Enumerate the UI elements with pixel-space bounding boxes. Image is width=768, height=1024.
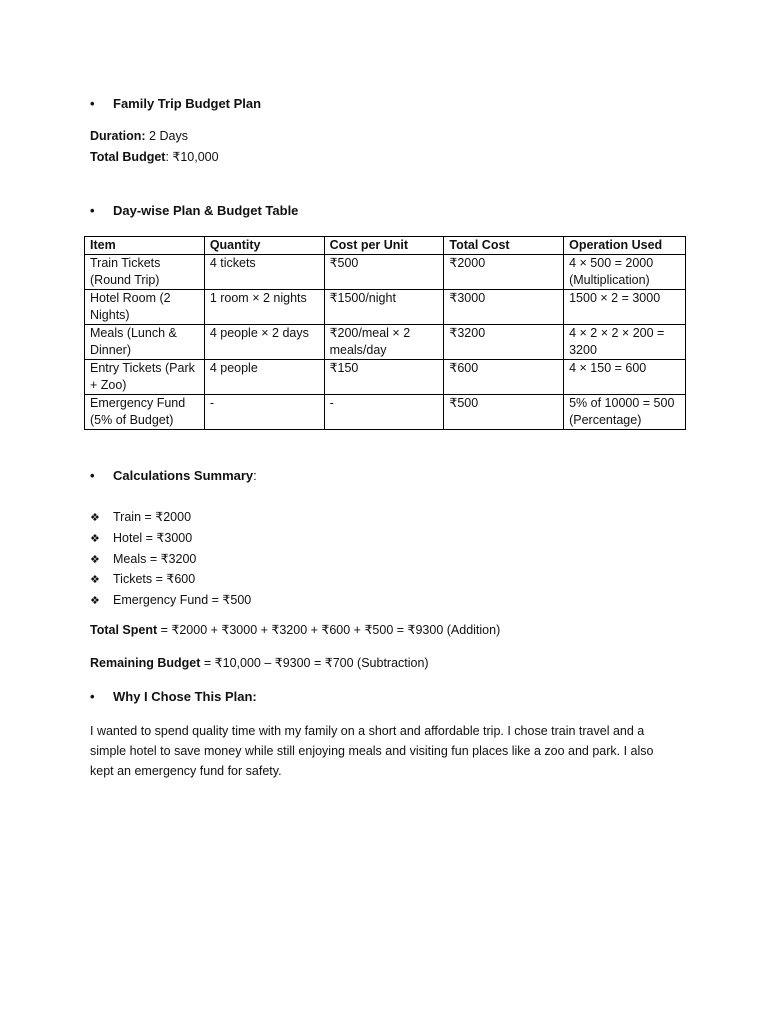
heading-text: Calculations Summary <box>113 468 254 483</box>
diamond-bullet-icon: ❖ <box>90 595 100 608</box>
bullet-icon: • <box>90 468 95 483</box>
diamond-bullet-icon: ❖ <box>90 574 100 587</box>
table-cell: ₹3000 <box>444 290 564 325</box>
list-item <box>90 570 251 591</box>
table-cell: Meals (Lunch & Dinner) <box>85 325 205 360</box>
table-cell: Emergency Fund (5% of Budget) <box>85 395 205 430</box>
table-cell: 1500 × 2 = 3000 <box>564 290 686 325</box>
table-row <box>85 360 686 395</box>
remaining-budget-value: = ₹10,000 – ₹9300 = ₹700 (Subtraction) <box>200 656 429 670</box>
list-item-text: Hotel = ₹3000 <box>113 530 193 545</box>
remaining-budget-label: Remaining Budget <box>90 656 201 670</box>
table-cell: Train Tickets (Round Trip) <box>85 255 205 290</box>
table-cell: - <box>204 395 324 430</box>
table-cell: Hotel Room (2 Nights) <box>85 290 205 325</box>
why-paragraph: I wanted to spend quality time with my family on a short and affordable trip. I chose train travel and a simple hotel to save money while still enjoying meals and visiting fun places like a zoo and park. I also kept an emergency fund for safety. <box>90 724 654 778</box>
calculations-summary-list <box>90 508 251 612</box>
column-header-quantity: Quantity <box>204 237 324 255</box>
remaining-budget-line <box>90 655 429 670</box>
table-row <box>85 290 686 325</box>
heading-text: Why I Chose This Plan: <box>113 689 257 704</box>
column-header-operation-used: Operation Used <box>564 237 686 255</box>
table-cell: ₹150 <box>324 360 444 395</box>
total-budget-line <box>90 149 219 164</box>
heading-text: Family Trip Budget Plan <box>113 96 262 111</box>
diamond-bullet-icon: ❖ <box>90 532 100 545</box>
table-cell: 4 tickets <box>204 255 324 290</box>
heading-colon: : <box>253 468 257 483</box>
table-header-row <box>85 237 686 255</box>
table-cell: ₹500 <box>324 255 444 290</box>
duration-line <box>90 129 188 143</box>
table-cell: ₹600 <box>444 360 564 395</box>
table-cell: 4 × 2 × 2 × 200 = 3200 <box>564 325 686 360</box>
table-cell: 4 people × 2 days <box>204 325 324 360</box>
list-item-text: Tickets = ₹600 <box>113 572 196 587</box>
list-item-text: Train = ₹2000 <box>113 510 192 524</box>
heading-why-i-chose-this-plan <box>90 689 257 704</box>
heading-family-trip-budget-plan <box>90 96 261 111</box>
table-cell: ₹500 <box>444 395 564 430</box>
duration-label: Duration: <box>90 129 146 143</box>
total-spent-line <box>90 622 500 637</box>
list-item <box>90 508 251 529</box>
heading-text: Day-wise Plan & Budget Table <box>113 203 299 218</box>
bullet-icon: • <box>90 96 95 111</box>
table-cell: 4 × 150 = 600 <box>564 360 686 395</box>
total-budget-label: Total Budget <box>90 150 166 164</box>
table-cell: ₹2000 <box>444 255 564 290</box>
table-cell: 1 room × 2 nights <box>204 290 324 325</box>
bullet-icon: • <box>90 203 95 218</box>
bullet-icon: • <box>90 689 95 704</box>
table-cell: ₹200/meal × 2 meals/day <box>324 325 444 360</box>
column-header-item: Item <box>85 237 205 255</box>
diamond-bullet-icon: ❖ <box>90 512 100 524</box>
table-cell: - <box>324 395 444 430</box>
table-row <box>85 395 686 430</box>
list-item <box>90 591 251 612</box>
total-budget-value: : ₹10,000 <box>165 150 219 164</box>
duration-value: 2 Days <box>145 129 188 143</box>
diamond-bullet-icon: ❖ <box>90 553 100 566</box>
column-header-cost-per-unit: Cost per Unit <box>324 237 444 255</box>
list-item <box>90 529 251 550</box>
heading-day-wise-plan <box>90 203 298 218</box>
table-cell: 4 × 500 = 2000 (Multiplication) <box>564 255 686 290</box>
table-row <box>85 325 686 360</box>
list-item-text: Meals = ₹3200 <box>113 551 197 566</box>
budget-table <box>84 236 686 430</box>
table-cell: ₹1500/night <box>324 290 444 325</box>
table-cell: Entry Tickets (Park + Zoo) <box>85 360 205 395</box>
total-spent-value: = ₹2000 + ₹3000 + ₹3200 + ₹600 + ₹500 = ₹9300 (Addition) <box>157 623 501 637</box>
heading-calculations-summary <box>90 468 257 483</box>
column-header-total-cost: Total Cost <box>444 237 564 255</box>
table-cell: 5% of 10000 = 500 (Percentage) <box>564 395 686 430</box>
list-item <box>90 550 251 571</box>
list-item-text: Emergency Fund = ₹500 <box>113 593 252 608</box>
total-spent-label: Total Spent <box>90 623 158 637</box>
table-cell: ₹3200 <box>444 325 564 360</box>
table-cell: 4 people <box>204 360 324 395</box>
table-row <box>85 255 686 290</box>
